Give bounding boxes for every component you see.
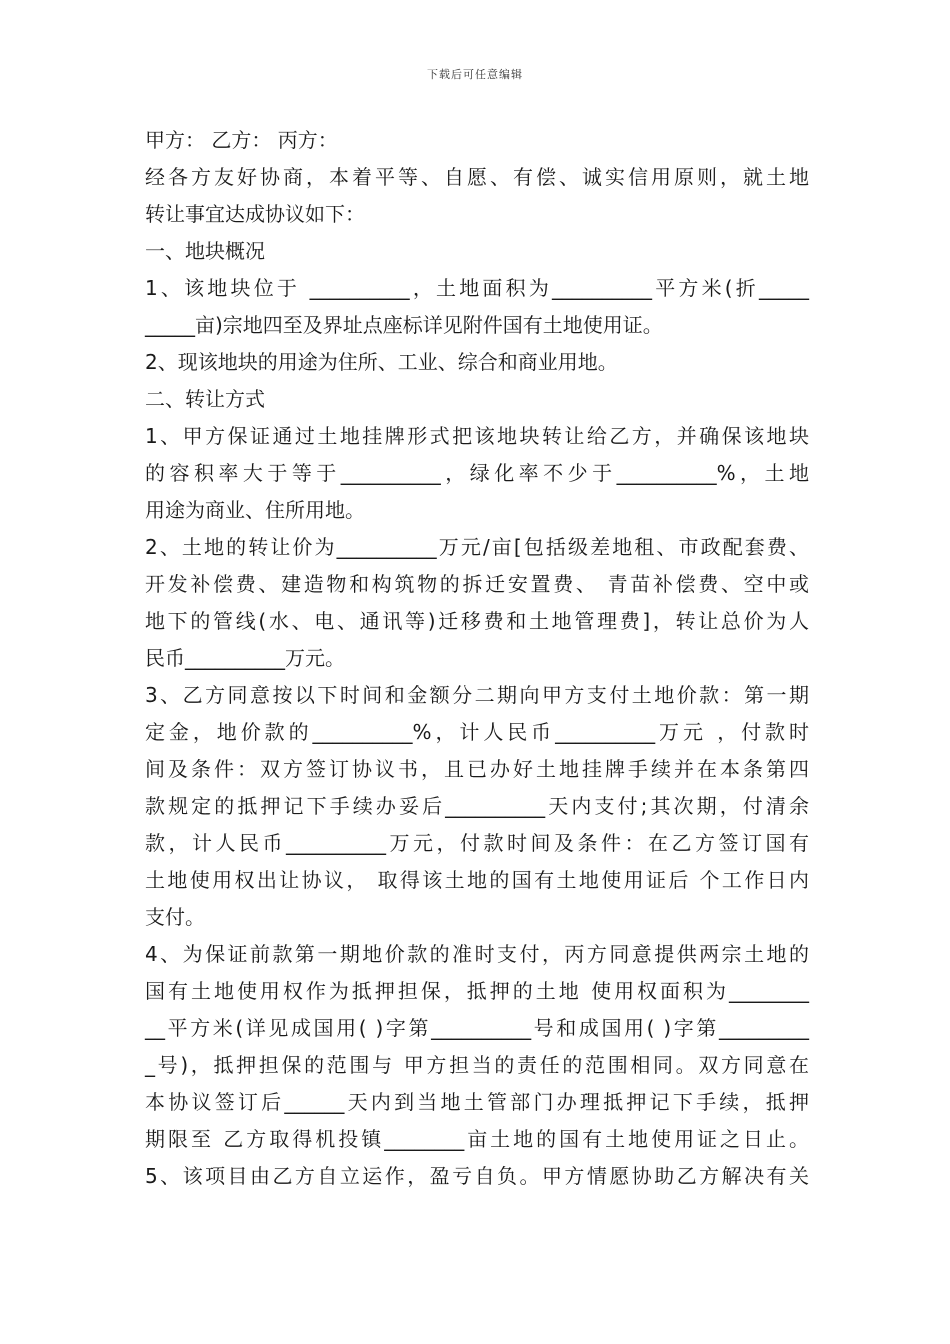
document-line: 经各方友好协商，本着平等、自愿、有偿、诚实信用原则，就土地 <box>145 165 809 189</box>
document-body <box>145 122 809 1195</box>
document-line: 4、为保证前款第一期地价款的准时支付，丙方同意提供两宗土地的 <box>145 942 809 966</box>
document-line: 5、该项目由乙方自立运作，盈亏自负。甲方情愿协助乙方解决有关 <box>145 1164 809 1188</box>
document-line: 定金，地价款的__________%，计人民币__________万元 ，付款时 <box>145 720 809 744</box>
document-line: 2、土地的转让价为__________万元/亩[包括级差地租、市政配套费、 <box>145 535 809 559</box>
document-line: 转让事宜达成协议如下： <box>145 202 365 226</box>
document-line: 支付。 <box>145 905 205 929</box>
document-line: 用途为商业、住所用地。 <box>145 498 365 522</box>
document-line: __平方米(详见成国用( )字第__________号和成国用( )字第_________ <box>145 1016 809 1040</box>
document-line: _号)，抵押担保的范围与 甲方担当的责任的范围相同。双方同意在 <box>145 1053 809 1077</box>
document-line: 甲方： 乙方： 丙方： <box>145 128 338 152</box>
document-line: 民币__________万元。 <box>145 646 345 670</box>
document-line: 土地使用权出让协议， 取得该土地的国有土地使用证后 个工作日内 <box>145 868 809 892</box>
document-line: 二、转让方式 <box>145 387 265 411</box>
document-line: 的容积率大于等于__________，绿化率不少于__________%，土地 <box>145 461 809 485</box>
document-line: 款规定的抵押记下手续办妥后__________天内支付;其次期，付清余 <box>145 794 809 818</box>
document-line: 一、地块概况 <box>145 239 265 263</box>
document-line: 款，计人民币__________万元，付款时间及条件：在乙方签订国有 <box>145 831 809 855</box>
document-line: 1、该地块位于 __________，土地面积为__________平方米(折_____ <box>145 276 809 300</box>
page-header-note: 下载后可任意编辑 <box>427 68 523 81</box>
document-line: 2、现该地块的用途为住所、工业、综合和商业用地。 <box>145 350 618 374</box>
document-line: 地下的管线(水、电、通讯等)迁移费和土地管理费]，转让总价为人 <box>145 609 809 633</box>
document-line: 本协议签订后______天内到当地土管部门办理抵押记下手续，抵押 <box>145 1090 809 1114</box>
document-line: 间及条件：双方签订协议书，且已办好土地挂牌手续并在本条第四 <box>145 757 809 781</box>
document-line: 国有土地使用权作为抵押担保，抵押的土地 使用权面积为________ <box>145 979 809 1003</box>
document-line: 开发补偿费、建造物和构筑物的拆迁安置费、 青苗补偿费、空中或 <box>145 572 809 596</box>
document-line: 1、甲方保证通过土地挂牌形式把该地块转让给乙方，并确保该地块 <box>145 424 809 448</box>
document-line: 期限至 乙方取得机投镇________亩土地的国有土地使用证之日止。 <box>145 1127 809 1151</box>
document-line: _____亩)宗地四至及界址点座标详见附件国有土地使用证。 <box>145 313 663 337</box>
document-line: 3、乙方同意按以下时间和金额分二期向甲方支付土地价款：第一期 <box>145 683 809 707</box>
